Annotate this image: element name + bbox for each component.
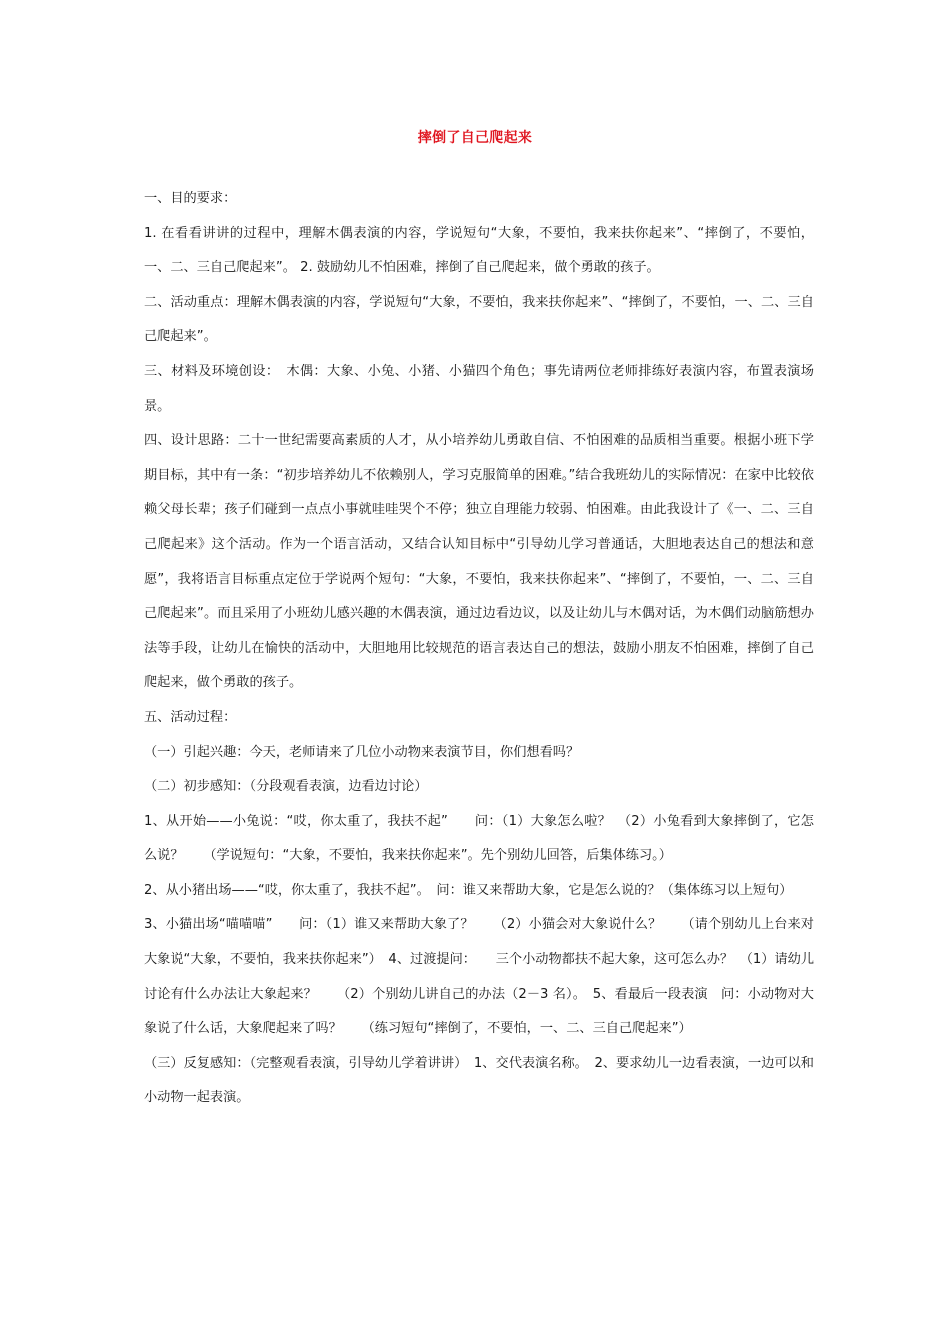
paragraph-substep-2: 2、从小猪出场——“哎，你太重了，我扶不起”。 问：谁又来帮助大象，它是怎么说的？（集体练习以上短句） bbox=[144, 882, 793, 898]
paragraph-step-3: （三）反复感知：（完整观看表演，引导幼儿学着讲讲） 1、交代表演名称。 2、要求幼儿一边看表演，一边可以和小动物一起表演。 bbox=[144, 1055, 814, 1106]
paragraph-goals-heading: 一、目的要求： bbox=[144, 191, 237, 206]
document-body bbox=[144, 182, 814, 1116]
paragraph-goals: 1. 在看看讲讲的过程中，理解木偶表演的内容，学说短句“大象，不要怕，我来扶你起来”、“摔倒了，不要怕，一、二、三自己爬起来”。 2. 鼓励幼儿不怕困难，摔倒了自己爬起来，做个勇敢的孩子。 bbox=[144, 225, 814, 276]
paragraph-materials: 三、材料及环境创设： 木偶：大象、小兔、小猪、小猫四个角色；事先请两位老师排练好表演内容，布置表演场景。 bbox=[144, 363, 814, 414]
paragraph-substep-3: 3、小猫出场“喵喵喵” 问：（1）谁又来帮助大象了？ （2）小猫会对大象说什么？ （请个别幼儿上台来对大象说“大象，不要怕，我来扶你起来”） 4、过渡提问： 三个小动物都扶不起大象，这可怎么办？ （1）请幼儿讨论有什么办法让大象起来？ （2）个别幼儿讲自己的办法（2－3 名）。 5、看最后一段表演 问：小动物对大象说了什么话，大象爬起来了吗？ （练习短句“摔倒了，不要怕，一、二、三自己爬起来”） bbox=[144, 917, 815, 1037]
paragraph-design: 四、设计思路：二十一世纪需要高素质的人才，从小培养幼儿勇敢自信、不怕困难的品质相当重要。根据小班下学期目标，其中有一条：“初步培养幼儿不依赖别人，学习克服简单的困难。”结合我班幼儿的实际情况：在家中比较依赖父母长辈；孩子们碰到一点点小事就哇哇哭个不停；独立自理能力较弱、怕困难。由此我设计了《一、二、三自己爬起来》这个活动。作为一个语言活动，又结合认知目标中“引导幼儿学习普通话，大胆地表达自己的想法和意愿”，我将语言目标重点定位于学说两个短句：“大象，不要怕，我来扶你起来”、“摔倒了，不要怕，一、二、三自己爬起来”。而且采用了小班幼儿感兴趣的木偶表演，通过边看边议，以及让幼儿与木偶对话，为木偶们动脑筋想办法等手段，让幼儿在愉快的活动中，大胆地用比较规范的语言表达自己的想法，鼓励小朋友不怕困难，摔倒了自己爬起来，做个勇敢的孩子。 bbox=[144, 433, 814, 691]
paragraph-process-heading: 五、活动过程： bbox=[144, 709, 237, 725]
paragraph-substep-1: 1、从开始——小兔说：“哎，你太重了，我扶不起” 问：（1）大象怎么啦？ （2）小兔看到大象摔倒了，它怎么说？ （学说短句：“大象，不要怕，我来扶你起来”。先个别幼儿回答，后集体练习。） bbox=[144, 813, 814, 864]
paragraph-step-1: （一）引起兴趣：今天，老师请来了几位小动物来表演节目，你们想看吗？ bbox=[144, 744, 580, 760]
paragraph-step-2: （二）初步感知：（分段观看表演，边看边讨论） bbox=[144, 779, 428, 795]
document-title: 摔倒了自己爬起来 bbox=[417, 130, 533, 146]
paragraph-focus: 二、活动重点：理解木偶表演的内容，学说短句“大象，不要怕，我来扶你起来”、“摔倒了，不要怕，一、二、三自己爬起来”。 bbox=[144, 294, 814, 345]
